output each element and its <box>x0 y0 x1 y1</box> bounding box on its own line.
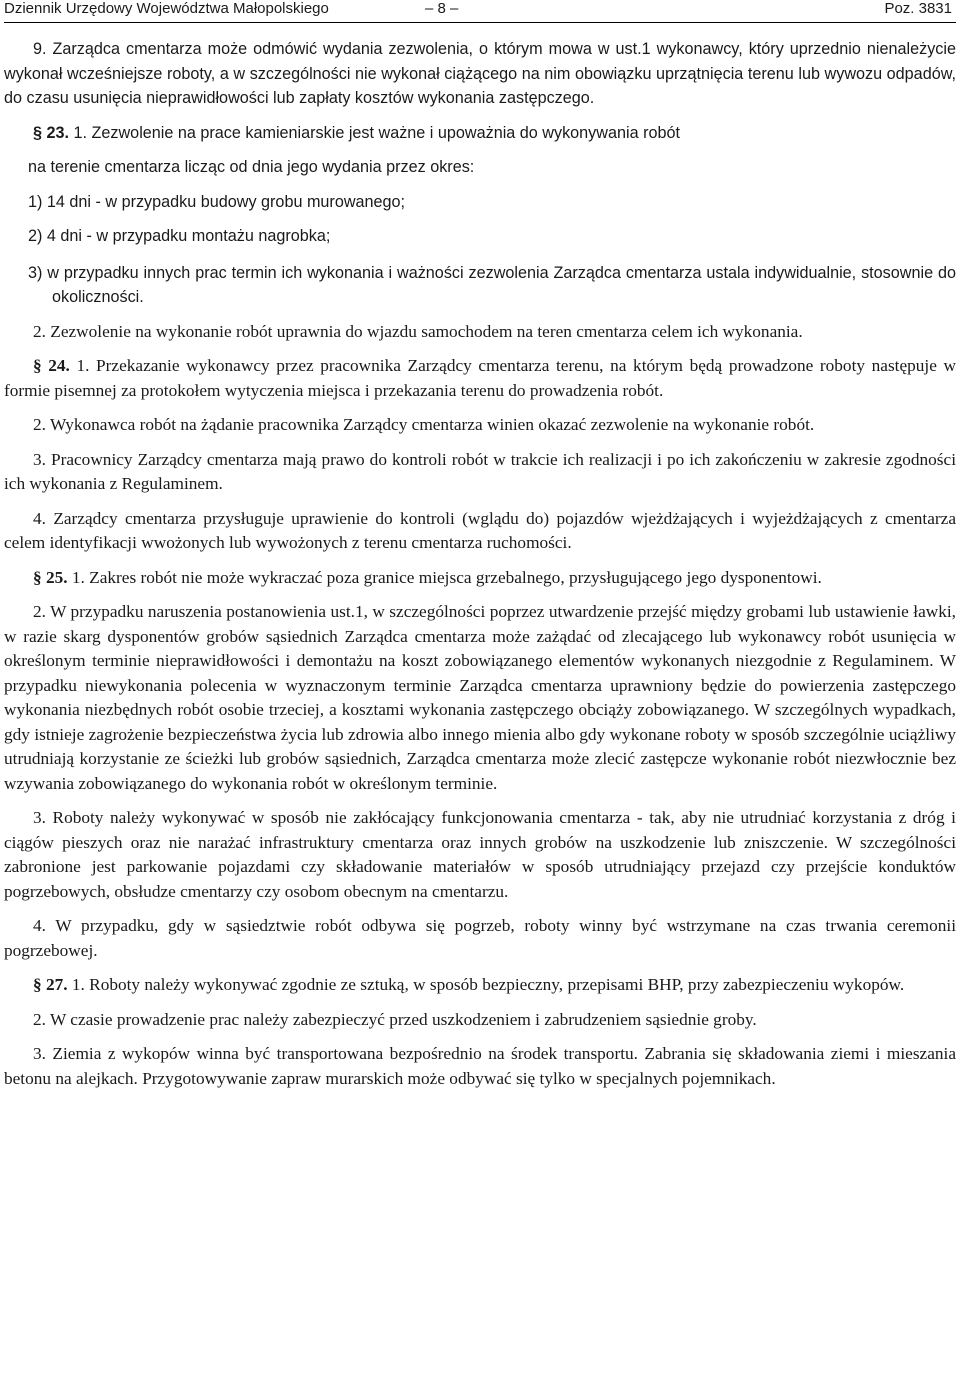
paragraph-9: 9. Zarządca cmentarza może odmówić wydania zezwolenia, o którym mowa w ust.1 wykonawcy, który uprzednio nienależycie wykonał wcześniejsze roboty, a w szczególności nie wykonał ciążącego na nim obowiązku uprzątnięcia terenu lub wywozu odpadów, do czasu usunięcia nieprawidłowości lub zapłaty kosztów wykonania zastępczego. <box>4 40 956 107</box>
section-25-mark: § 25. <box>33 567 68 587</box>
section-23-mark: § 23. <box>33 123 70 142</box>
section-27-item-1-text: 1. Roboty należy wykonywać zgodnie ze sztuką, w sposób bezpieczny, przepisami BHP, przy zabezpieczeniu wykopów. <box>67 975 905 994</box>
section-23-item-1 <box>4 121 956 146</box>
section-25-item-4: 4. W przypadku, gdy w sąsiedztwie robót odbywa się pogrzeb, roboty winny być wstrzymane na czas trwania ceremonii pogrzebowej. <box>4 916 956 960</box>
page-number: – 8 – <box>425 0 459 17</box>
section-24-mark: § 24. <box>33 356 70 375</box>
document-body <box>4 23 956 1091</box>
position-number: Poz. 3831 <box>884 0 952 17</box>
section-27-item-1 <box>4 973 956 998</box>
section-23-list-3: 3) w przypadku innych prac termin ich wykonania i ważności zezwolenia Zarządca cmentarza ustala indywidualnie, stosownie do okoliczności. <box>28 263 956 306</box>
section-24-item-1 <box>4 354 956 403</box>
section-23-item-2: 2. Zezwolenie na wykonanie robót uprawnia do wjazdu samochodem na teren cmentarza celem ich wykonania. <box>33 321 803 341</box>
section-25-item-3: 3. Roboty należy wykonywać w sposób nie zakłócający funkcjonowania cmentarza - tak, aby nie utrudniać korzystania z dróg i ciągów pieszych oraz nie narażać infrastruktury cmentarza oraz innych grobów na uszkodzenie lub zniszczenie. W szczególności zabronione jest parkowanie pojazdami czy składowanie materiałów w sposób utrudniający przejazd czy przejście konduktów pogrzebowych, obsłudze cmentarzy czy osobom obecnym na cmentarzu. <box>4 808 956 901</box>
section-25-item-1 <box>4 566 956 591</box>
section-24-item-1-text: 1. Przekazanie wykonawcy przez pracownika Zarządcy cmentarza terenu, na którym będą prowadzone roboty następuje w formie pisemnej za protokołem wytyczenia miejsca i przekazania terenu do prowadzenia robót. <box>4 356 956 400</box>
section-25-item-2: 2. W przypadku naruszenia postanowienia ust.1, w szczególności poprzez utwardzenie przejść między grobami lub ustawienie ławki, w razie skarg dysponentów grobów sąsiednich Zarządca cmentarza może zażądać od zlecającego lub wykonawcy robót usunięcia w określonym terminie nieprawidłowości i demontażu na koszt zobowiązanego elementów wykonanych niezgodnie z Regulaminem. W przypadku niewykonania polecenia w wyznaczonym terminie Zarządca cmentarza uprawniony będzie do powierzenia zastępczego wykonania niezbędnych robót osobie trzeciej, a kosztami wykonania zastępczego obciąży zobowiązanego. W szczególnych wypadkach, gdy istnieje zagrożenie bezpieczeństwa życia lub zdrowia albo innego mienia albo gdy wykonane roboty w sposób szczególnie uciążliwy utrudniają korzystanie ze ścieżki lub grobów sąsiednich, Zarządca cmentarza może zlecić zastępcze wykonanie robót niezwłocznie bez wzywania zobowiązanego do wykonania robót w określonym terminie. <box>4 602 956 793</box>
section-27-item-2: 2. W czasie prowadzenie prac należy zabezpieczyć przed uszkodzeniem i zabrudzeniem sąsiednie groby. <box>33 1009 757 1029</box>
section-25-item-1-text: 1. Zakres robót nie może wykraczać poza granice miejsca grzebalnego, przysługującego jego dysponentowi. <box>67 567 822 587</box>
section-24-item-4: 4. Zarządcy cmentarza przysługuje uprawienie do kontroli (wglądu do) pojazdów wjeżdżających i wyjeżdżających z cmentarza celem identyfikacji wwożonych lub wywożonych z terenu cmentarza ruchomości. <box>4 508 956 552</box>
section-27-mark: § 27. <box>33 975 68 994</box>
section-23-item-1-text: 1. Zezwolenie na prace kamieniarskie jest ważne i upoważnia do wykonywania robót <box>69 123 680 142</box>
journal-title: Dziennik Urzędowy Województwa Małopolskiego <box>4 0 329 17</box>
section-23-item-1-continued: na terenie cmentarza licząc od dnia jego wydania przez okres: <box>28 158 475 176</box>
page-header <box>4 0 956 23</box>
section-27-item-3: 3. Ziemia z wykopów winna być transportowana bezpośrednio na środek transportu. Zabrania się składowania ziemi i mieszania betonu na alejkach. Przygotowywanie zapraw murarskich może odbywać się tylko w specjalnych pojemnikach. <box>4 1044 956 1088</box>
section-23-list-2: 2) 4 dni - w przypadku montażu nagrobka; <box>28 227 331 245</box>
section-23-list-1: 1) 14 dni - w przypadku budowy grobu murowanego; <box>28 192 406 211</box>
section-24-item-3: 3. Pracownicy Zarządcy cmentarza mają prawo do kontroli robót w trakcie ich realizacji i po ich zakończeniu w zakresie zgodności ich wykonania z Regulaminem. <box>4 449 956 493</box>
section-24-item-2: 2. Wykonawca robót na żądanie pracownika Zarządcy cmentarza winien okazać zezwolenie na wykonanie robót. <box>33 415 815 434</box>
